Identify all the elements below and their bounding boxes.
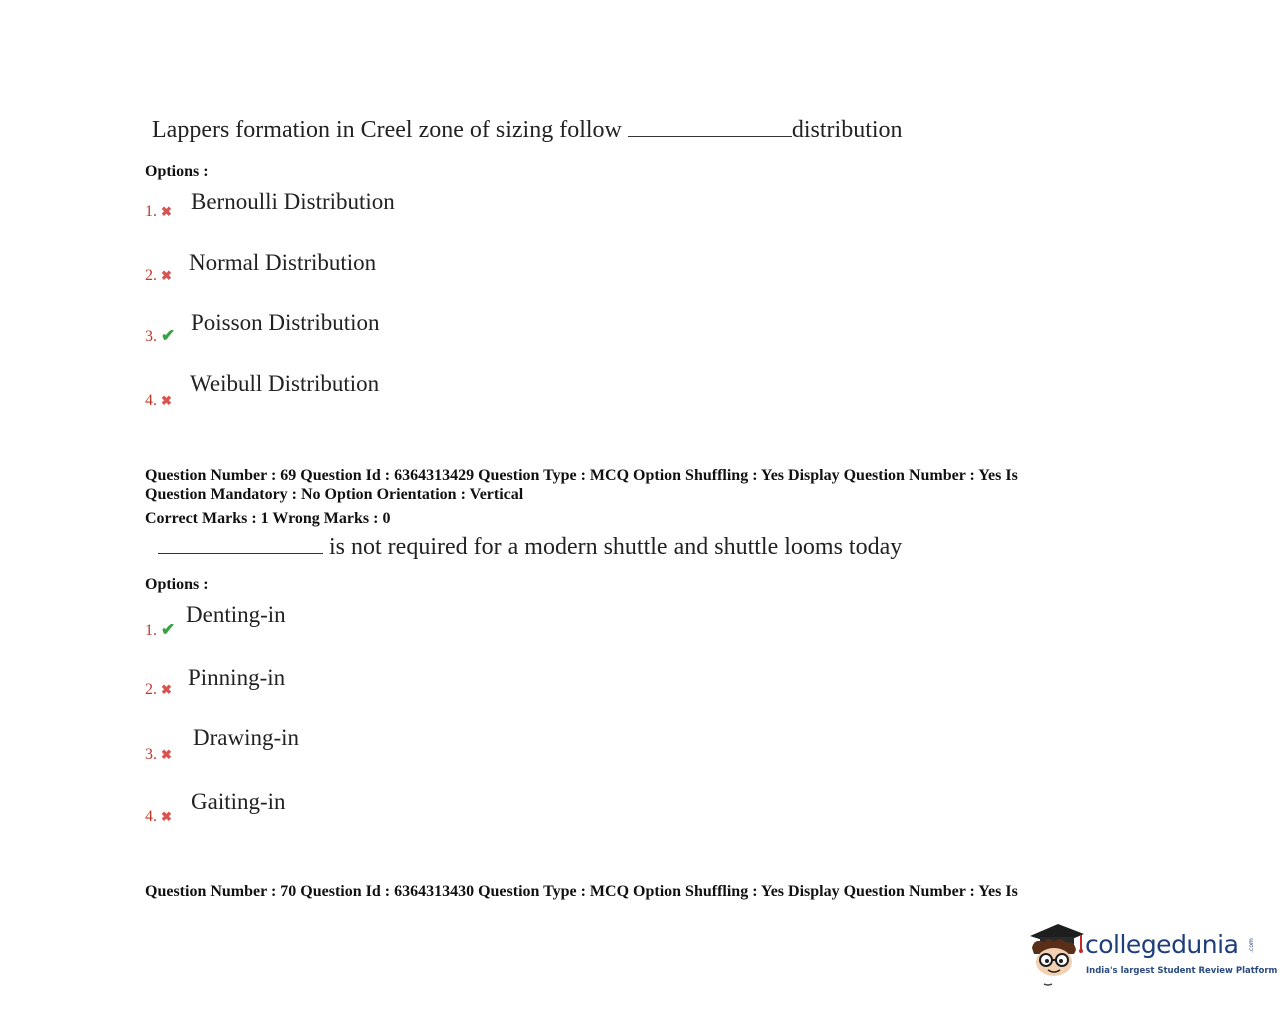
option-text: Poisson Distribution — [191, 310, 380, 335]
option-text: Normal Distribution — [189, 250, 377, 275]
option-2 — [145, 681, 172, 699]
question-68-text-after: distribution — [791, 117, 903, 143]
cross-icon: ✖ — [161, 393, 172, 408]
option-4 — [145, 808, 172, 826]
cross-icon: ✖ — [161, 268, 172, 283]
option-text: Denting-in — [186, 602, 286, 627]
option-text: Bernoulli Distribution — [191, 189, 395, 214]
question-70-meta-line-1: Question Number : 70 Question Id : 6364313430 Question Type : MCQ Option Shuffling : Yes Display Question Number : Yes Is — [145, 883, 1018, 900]
logo-wordmark: collegedunia — [1085, 930, 1239, 959]
options-label: Options : — [145, 576, 209, 593]
options-label: Options : — [145, 163, 209, 180]
logo-suffix: .com — [1247, 938, 1255, 953]
check-icon: ✔ — [161, 326, 176, 345]
cross-icon: ✖ — [161, 204, 172, 219]
student-mascot-icon — [1024, 918, 1086, 988]
option-number: 1. — [145, 622, 157, 639]
option-text: Gaiting-in — [191, 789, 286, 814]
option-number: 2. — [145, 267, 157, 284]
cross-icon: ✖ — [161, 809, 172, 824]
option-number: 1. — [145, 203, 157, 220]
option-text: Weibull Distribution — [190, 371, 380, 396]
question-68-text — [152, 116, 903, 144]
option-number: 3. — [145, 328, 157, 345]
collegedunia-logo — [1024, 918, 1278, 988]
question-69-text-after: is not required for a modern shuttle and shuttle looms today — [323, 534, 903, 560]
option-number: 2. — [145, 681, 157, 698]
option-1 — [145, 203, 172, 221]
option-text: Pinning-in — [188, 665, 286, 690]
option-number: 4. — [145, 392, 157, 409]
answer-blank — [158, 533, 323, 554]
option-number: 3. — [145, 746, 157, 763]
check-icon: ✔ — [161, 620, 176, 639]
question-69-meta-line-1: Question Number : 69 Question Id : 6364313429 Question Type : MCQ Option Shuffling : Yes Display Question Number : Yes Is — [145, 467, 1018, 484]
option-2 — [145, 267, 172, 285]
option-number: 4. — [145, 808, 157, 825]
option-3 — [145, 326, 175, 346]
option-3 — [145, 746, 172, 764]
option-text: Drawing-in — [193, 725, 300, 750]
answer-blank — [628, 116, 792, 137]
question-68-text-before: Lappers formation in Creel zone of sizing follow — [152, 117, 628, 143]
logo-tagline: India's largest Student Review Platform — [1086, 966, 1278, 976]
option-4 — [145, 392, 172, 410]
option-1 — [145, 620, 175, 640]
question-69-meta-line-2: Question Mandatory : No Option Orientation : Vertical — [145, 486, 524, 503]
cross-icon: ✖ — [161, 682, 172, 697]
question-69-marks: Correct Marks : 1 Wrong Marks : 0 — [145, 510, 391, 527]
cross-icon: ✖ — [161, 747, 172, 762]
question-69-text — [158, 533, 902, 561]
